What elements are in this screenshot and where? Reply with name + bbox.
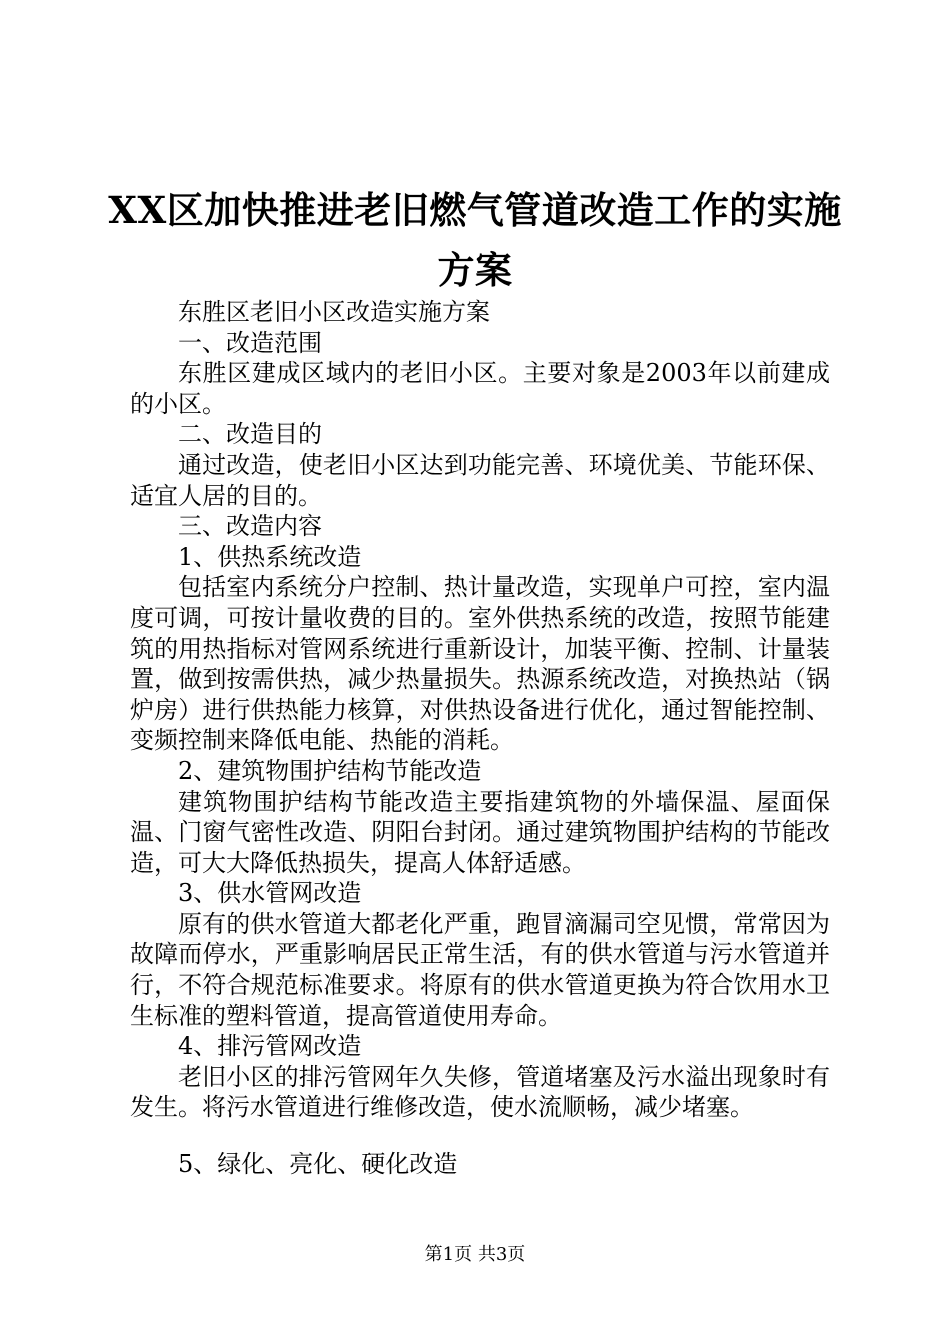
section-heading-goal: 二、改造目的 <box>178 420 322 449</box>
page-footer: 第1页 共3页 <box>424 1244 526 1265</box>
document-body <box>130 297 830 1180</box>
subheading-water-supply: 3、供水管网改造 <box>178 879 362 908</box>
subheading-greening: 5、绿化、亮化、硬化改造 <box>178 1150 458 1179</box>
paragraph-heating: 包括室内系统分户控制、热计量改造，实现单户可控，室内温度可调，可按计量收费的目的。室外供热系统的改造，按照节能建筑的用热指标对管网系统进行重新设计，加装平衡、控制、计量装置，做到按需供热，减少热量损失。热源系统改造，对换热站（锅炉房）进行供热能力核算，对供热设备进行优化，通过智能控制、变频控制来降低电能、热能的消耗。 <box>130 573 830 755</box>
section-heading-scope: 一、改造范围 <box>178 328 322 357</box>
subheading-heating: 1、供热系统改造 <box>178 542 362 571</box>
subheading-sewage: 4、排污管网改造 <box>178 1032 362 1061</box>
paragraph-sewage: 老旧小区的排污管网年久失修，管道堵塞及污水溢出现象时有发生。将污水管道进行维修改造，使水流顺畅，减少堵塞。 <box>130 1062 830 1122</box>
subheading-envelope: 2、建筑物围护结构节能改造 <box>178 756 482 785</box>
paragraph-goal: 通过改造，使老旧小区达到功能完善、环境优美、节能环保、适宜人居的目的。 <box>130 450 830 510</box>
paragraph-envelope: 建筑物围护结构节能改造主要指建筑物的外墙保温、屋面保温、门窗气密性改造、阴阳台封闭。通过建筑物围护结构的节能改造，可大大降低热损失，提高人体舒适感。 <box>130 787 830 877</box>
paragraph-subtitle: 东胜区老旧小区改造实施方案 <box>178 298 490 326</box>
document-title-line-1: XX区加快推进老旧燃气管道改造工作的实施 <box>108 188 842 232</box>
document-title-line-2: 方案 <box>437 248 513 292</box>
section-heading-content: 三、改造内容 <box>178 512 322 541</box>
paragraph-water-supply: 原有的供水管道大都老化严重，跑冒滴漏司空见惯，常常因为故障而停水，严重影响居民正常生活，有的供水管道与污水管道并行，不符合规范标准要求。将原有的供水管道更换为符合饮用水卫生标准的塑料管道，提高管道使用寿命。 <box>130 909 830 1030</box>
paragraph-scope: 东胜区建成区域内的老旧小区。主要对象是2003年以前建成的小区。 <box>130 359 830 418</box>
